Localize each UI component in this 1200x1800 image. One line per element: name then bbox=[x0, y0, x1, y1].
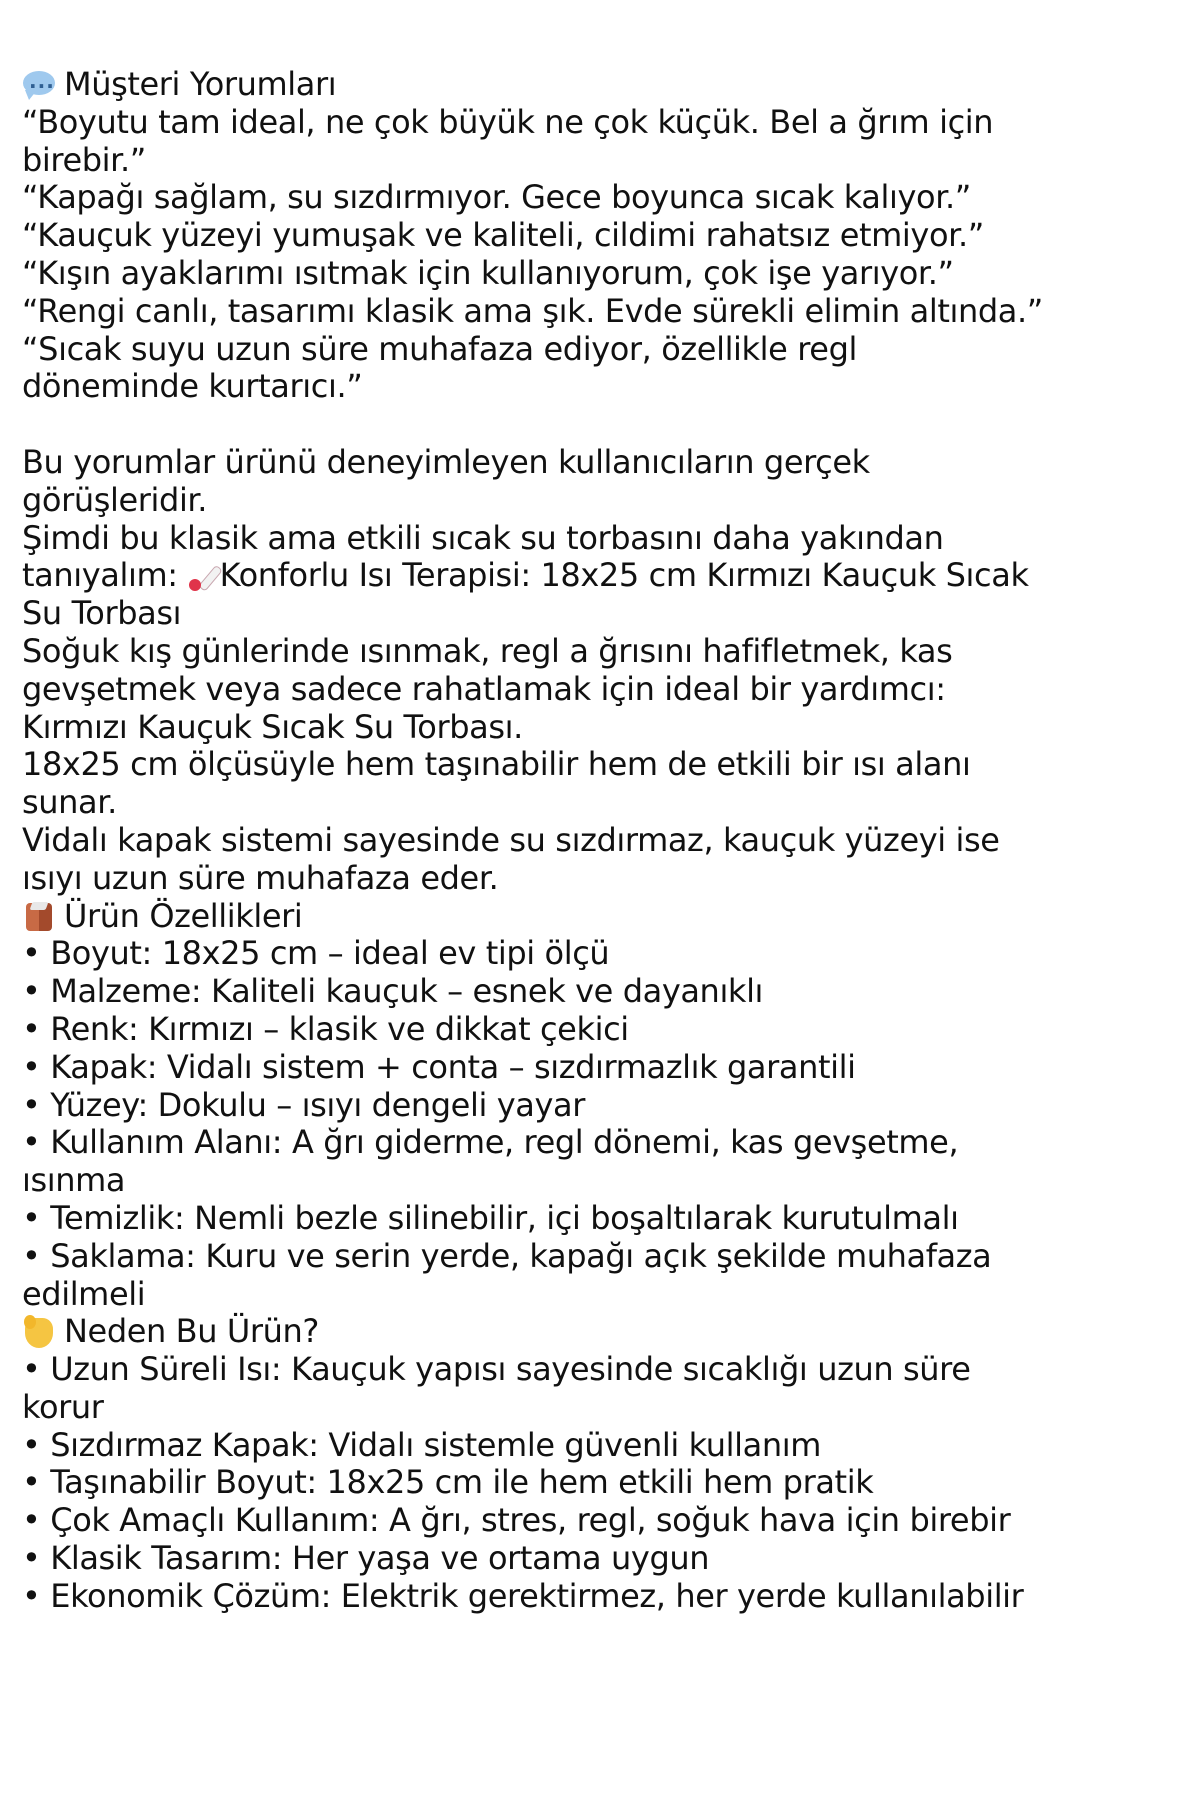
product-title: Konforlu Isı Terapisi: 18x25 cm Kırmızı Kauçuk Sıcak bbox=[219, 556, 1029, 595]
why-item-continuation: korur bbox=[22, 1387, 104, 1426]
review-line: “Kauçuk yüzeyi yumuşak ve kaliteli, cildimi rahatsız etmiyor.” bbox=[22, 216, 984, 255]
feature-item: • Renk: Kırmızı – klasik ve dikkat çekici bbox=[22, 1009, 629, 1048]
why-item: • Klasik Tasarım: Her yaşa ve ortama uygun bbox=[22, 1539, 710, 1578]
feature-item: • Kapak: Vidalı sistem + conta – sızdırmazlık garantili bbox=[22, 1047, 856, 1086]
why-heading bbox=[22, 1313, 1192, 1351]
intro-line: sunar. bbox=[22, 783, 117, 822]
intro-line: görüşleridir. bbox=[22, 480, 208, 519]
why-item: • Çok Amaçlı Kullanım: A ğrı, stres, regl, soğuk hava için birebir bbox=[22, 1501, 1011, 1540]
spacer bbox=[22, 406, 1192, 444]
review-line: döneminde kurtarıcı.” bbox=[22, 367, 363, 406]
intro-prefix: tanıyalım: bbox=[22, 556, 178, 595]
why-item: • Sızdırmaz Kapak: Vidalı sistemle güvenli kullanım bbox=[22, 1425, 821, 1464]
speech-bubble-icon bbox=[22, 68, 56, 102]
reviews-title: Müşteri Yorumları bbox=[64, 65, 337, 103]
intro-line: gevşetmek veya sadece rahatlamak için ideal bir yardımcı: bbox=[22, 669, 946, 708]
why-item: • Ekonomik Çözüm: Elektrik gerektirmez, her yerde kullanılabilir bbox=[22, 1576, 1024, 1615]
review-line: “Rengi canlı, tasarımı klasik ama şık. Evde sürekli elimin altında.” bbox=[22, 291, 1043, 330]
feature-item: • Malzeme: Kaliteli kauçuk – esnek ve dayanıklı bbox=[22, 972, 764, 1011]
features-heading bbox=[22, 898, 1192, 936]
review-line: “Kışın ayaklarımı ısıtmak için kullanıyorum, çok işe yarıyor.” bbox=[22, 253, 954, 292]
feature-item: • Saklama: Kuru ve serin yerde, kapağı açık şekilde muhafaza bbox=[22, 1236, 992, 1275]
why-item: • Taşınabilir Boyut: 18x25 cm ile hem etkili hem pratik bbox=[22, 1463, 874, 1502]
intro-line: Su Torbası bbox=[22, 594, 182, 633]
reviews-heading bbox=[22, 66, 1192, 104]
intro-title-line bbox=[22, 557, 1192, 595]
intro-line: Kırmızı Kauçuk Sıcak Su Torbası. bbox=[22, 707, 523, 746]
features-title: Ürün Özellikleri bbox=[64, 896, 303, 935]
thermometer-icon bbox=[186, 559, 212, 593]
product-description-document bbox=[22, 66, 1192, 1616]
intro-line: 18x25 cm ölçüsüyle hem taşınabilir hem de etkili bir ısı alanı bbox=[22, 745, 971, 784]
feature-item-continuation: ısınma bbox=[22, 1161, 126, 1200]
intro-line: Vidalı kapak sistemi sayesinde su sızdırmaz, kauçuk yüzeyi ise bbox=[22, 820, 1000, 859]
package-icon bbox=[22, 899, 56, 933]
flexed-biceps-icon bbox=[22, 1315, 56, 1349]
intro-line: ısıyı uzun süre muhafaza eder. bbox=[22, 858, 499, 897]
review-line: birebir.” bbox=[22, 140, 146, 179]
intro-line: Soğuk kış günlerinde ısınmak, regl a ğrısını hafifletmek, kas bbox=[22, 631, 953, 670]
feature-item-continuation: edilmeli bbox=[22, 1274, 146, 1313]
intro-line: Şimdi bu klasik ama etkili sıcak su torbasını daha yakından bbox=[22, 518, 944, 557]
why-title: Neden Bu Ürün? bbox=[64, 1312, 320, 1351]
feature-item: • Kullanım Alanı: A ğrı giderme, regl dönemi, kas gevşetme, bbox=[22, 1123, 959, 1162]
feature-item: • Temizlik: Nemli bezle silinebilir, içi boşaltılarak kurutulmalı bbox=[22, 1198, 959, 1237]
feature-item: • Yüzey: Dokulu – ısıyı dengeli yayar bbox=[22, 1085, 585, 1124]
review-line: “Sıcak suyu uzun süre muhafaza ediyor, özellikle regl bbox=[22, 329, 857, 368]
why-item: • Uzun Süreli Isı: Kauçuk yapısı sayesinde sıcaklığı uzun süre bbox=[22, 1350, 971, 1389]
feature-item: • Boyut: 18x25 cm – ideal ev tipi ölçü bbox=[22, 934, 610, 973]
review-line: “Kapağı sağlam, su sızdırmıyor. Gece boyunca sıcak kalıyor.” bbox=[22, 178, 971, 217]
intro-line: Bu yorumlar ürünü deneyimleyen kullanıcıların gerçek bbox=[22, 442, 870, 481]
review-line: “Boyutu tam ideal, ne çok büyük ne çok küçük. Bel a ğrım için bbox=[22, 102, 994, 141]
